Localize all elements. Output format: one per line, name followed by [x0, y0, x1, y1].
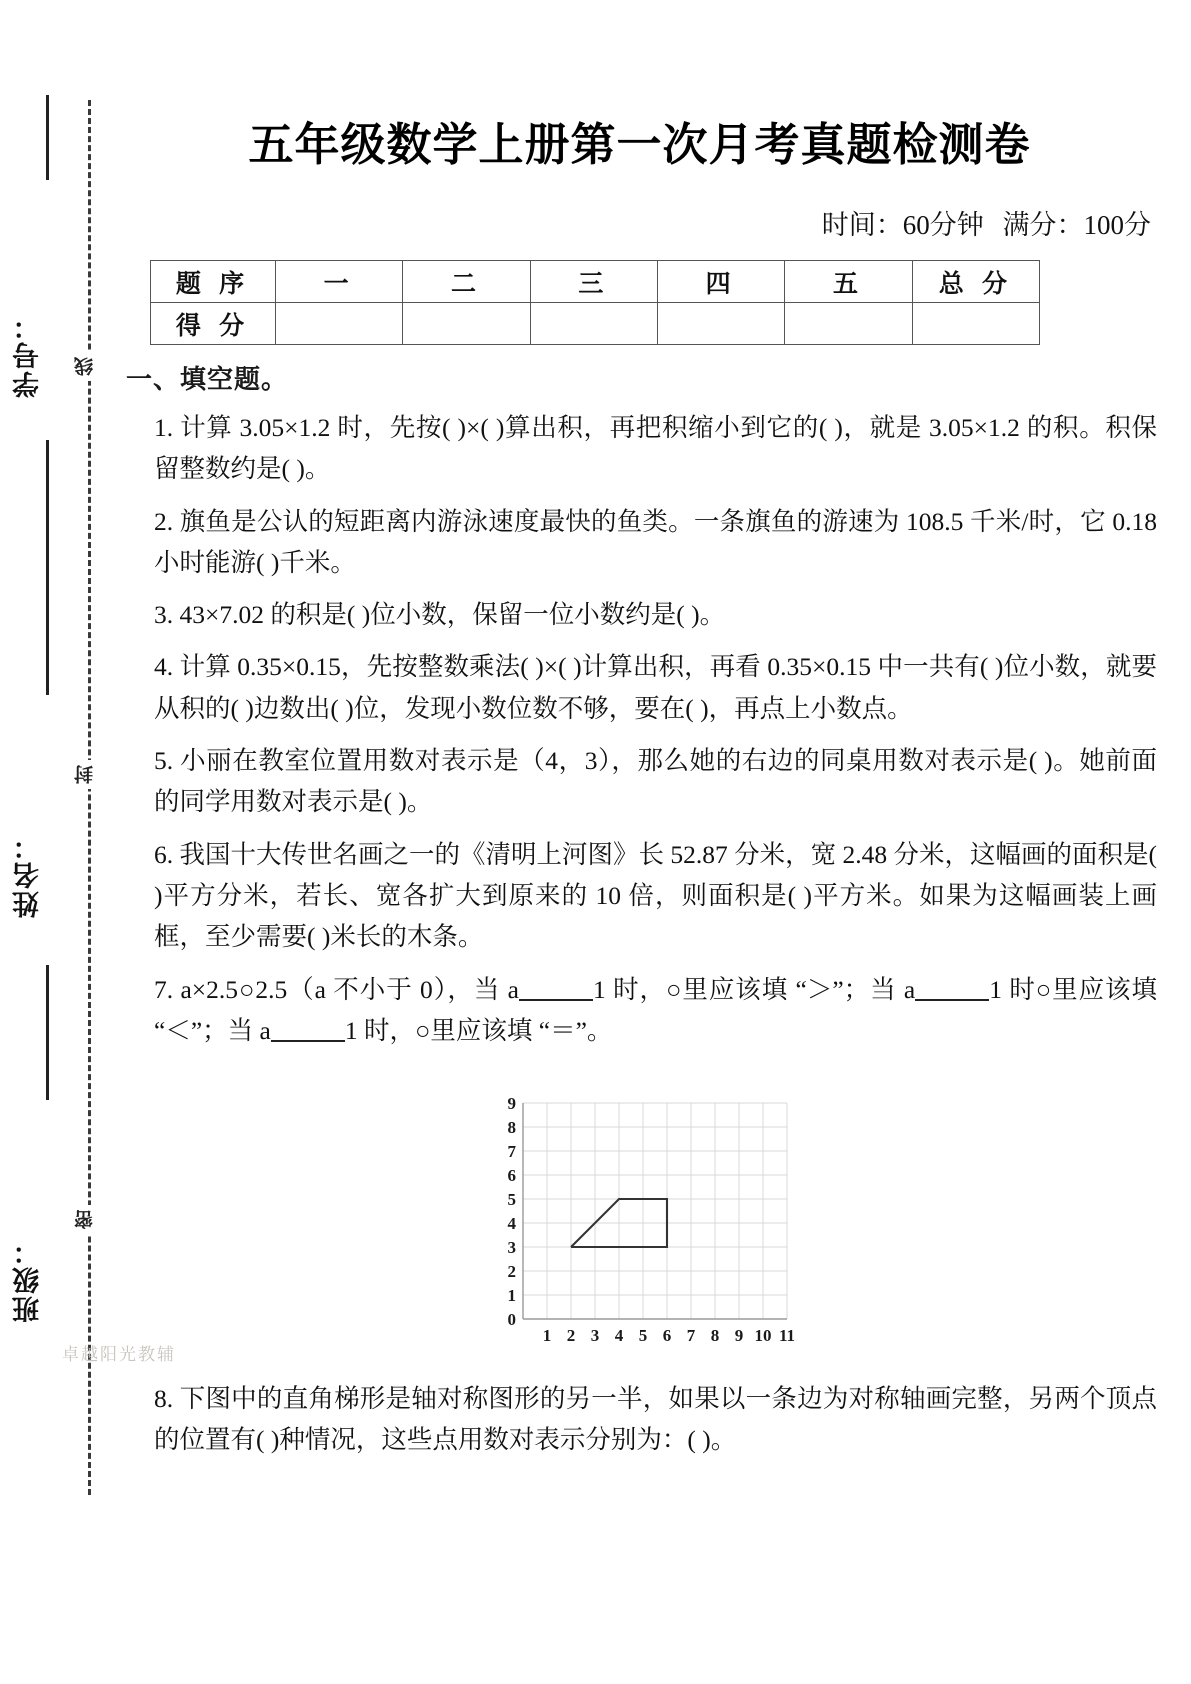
y-axis-tick-labels [507, 1094, 516, 1329]
score-table-col-2: 二 [403, 261, 530, 303]
publisher-watermark: 卓越阳光教辅 [62, 1345, 176, 1364]
y-tick-4: 4 [507, 1214, 516, 1234]
question-2-number: 2. [154, 506, 174, 536]
table-row [151, 261, 1040, 303]
score-table-col-3: 三 [530, 261, 657, 303]
seal-rule-bottom [46, 965, 49, 1100]
question-2 [118, 501, 1161, 584]
y-tick-0: 0 [507, 1310, 516, 1330]
question-5-number: 5. [154, 746, 174, 776]
question-7 [118, 969, 1161, 1052]
y-tick-6: 6 [507, 1166, 516, 1186]
score-cell-4[interactable] [657, 303, 784, 345]
x-tick-7: 7 [686, 1326, 695, 1346]
question-6-text: 我国十大传世名画之一的《清明上河图》长 52.87 分米，宽 2.48 分米，这幅画的面积是( )平方分米，若长、宽各扩大到原来的 10 倍，则面积是( )平方米。如果为这幅画装上画框，至少需要( )米长的木条。 [154, 839, 1157, 952]
exam-meta [118, 203, 1161, 242]
seal-rule-top [46, 95, 49, 180]
score-table-col-1: 一 [276, 261, 403, 303]
question-6 [118, 834, 1161, 958]
seal-dashed-line [88, 100, 91, 1495]
score-table-col-4: 四 [657, 261, 784, 303]
x-tick-8: 8 [710, 1326, 719, 1346]
x-tick-4: 4 [614, 1326, 623, 1346]
question-7-number: 7. [154, 974, 174, 1004]
section-heading-fill-in-blank: 一、填空题。 [126, 365, 289, 394]
coordinate-grid-svg [475, 1067, 805, 1367]
score-table-row-header-1: 得 分 [151, 303, 276, 345]
page-title: 五年级数学上册第一次月考真题检测卷 [248, 120, 1031, 170]
x-tick-6: 6 [662, 1326, 671, 1346]
question-8-number: 8. [154, 1384, 174, 1414]
y-tick-8: 8 [507, 1118, 516, 1138]
score-table-row-header-0: 题 序 [151, 261, 276, 303]
seal-margin [0, 0, 118, 1684]
seal-label-group [8, 105, 62, 1485]
question-5 [118, 740, 1161, 823]
x-tick-9: 9 [734, 1326, 743, 1346]
question-7-part-2: 1 时，○里应该填 “＞”；当 a [593, 974, 916, 1004]
score-cell-2[interactable] [403, 303, 530, 345]
question-7-blank-1[interactable] [519, 975, 593, 1001]
score-table-col-total: 总 分 [912, 261, 1039, 303]
question-4 [118, 646, 1161, 729]
question-3-number: 3. [154, 600, 174, 630]
grid-lines [523, 1103, 787, 1319]
seal-char-xian: 线 [72, 352, 106, 381]
seal-label-name: 姓名： [13, 831, 43, 919]
axis-lines [523, 1103, 787, 1319]
exam-page [118, 0, 1191, 1684]
question-8 [118, 1378, 1161, 1461]
score-table-col-5: 五 [785, 261, 912, 303]
y-tick-3: 3 [507, 1238, 516, 1258]
score-cell-5[interactable] [785, 303, 912, 345]
question-7-blank-2[interactable] [915, 975, 989, 1001]
question-8-text: 下图中的直角梯形是轴对称图形的另一半，如果以一条边为对称轴画完整，另两个顶点的位置有( )种情况，这些点用数对表示分别为：( )。 [154, 1384, 1157, 1455]
y-tick-2: 2 [507, 1262, 516, 1282]
seal-label-class: 班级： [13, 1236, 43, 1324]
question-1 [118, 407, 1161, 490]
question-4-number: 4. [154, 652, 174, 682]
question-1-number: 1. [154, 413, 174, 442]
y-tick-9: 9 [507, 1094, 516, 1114]
question-3-text: 43×7.02 的积是( )位小数，保留一位小数约是( )。 [179, 600, 726, 630]
seal-char-feng: 封 [72, 760, 106, 789]
seal-label-student-number: 学号： [13, 311, 43, 399]
seal-char-mi: 密 [72, 1205, 106, 1234]
score-cell-total[interactable] [912, 303, 1039, 345]
x-tick-1: 1 [542, 1326, 551, 1346]
x-tick-3: 3 [590, 1326, 599, 1346]
score-table [150, 260, 1040, 345]
question-7-part-4: 1 时，○里应该填 “＝”。 [344, 1015, 613, 1045]
x-axis-tick-labels [542, 1326, 794, 1345]
table-row [151, 303, 1040, 345]
score-cell-3[interactable] [530, 303, 657, 345]
question-5-text: 小丽在教室位置用数对表示是（4，3），那么她的右边的同桌用数对表示是( )。她前面的同学用数对表示是( )。 [154, 746, 1157, 817]
question-3 [118, 594, 1161, 635]
score-cell-1[interactable] [276, 303, 403, 345]
x-tick-11: 11 [778, 1326, 795, 1346]
question-1-text: 计算 3.05×1.2 时，先按( )×( )算出积，再把积缩小到它的( )，就是 3.05×1.2 的积。积保留整数约是( )。 [154, 413, 1157, 484]
coordinate-grid-figure-wrap [118, 1067, 1161, 1367]
question-7-part-1: a×2.5○2.5（a 不小于 0），当 a [180, 974, 519, 1004]
exam-full-score: 满分：100分 [1002, 210, 1151, 240]
x-tick-2: 2 [566, 1326, 575, 1346]
question-6-number: 6. [154, 839, 174, 869]
question-4-text: 计算 0.35×0.15，先按整数乘法( )×( )计算出积，再看 0.35×0.15 中一共有( )位小数，就要从积的( )边数出( )位，发现小数位数不够，要在( )，再点上小数点。 [154, 652, 1157, 723]
y-tick-7: 7 [507, 1142, 516, 1162]
question-7-part-3: 1 时○里应该填 “＜”；当 a [154, 974, 1158, 1045]
x-tick-10: 10 [754, 1326, 771, 1346]
coordinate-grid-figure [475, 1067, 805, 1367]
exam-duration: 时间：60分钟 [821, 210, 984, 240]
question-2-text: 旗鱼是公认的短距离内游泳速度最快的鱼类。一条旗鱼的游速为 108.5 千米/时，它 0.18 小时能游( )千米。 [154, 506, 1158, 577]
seal-rule-middle [46, 440, 49, 695]
y-tick-5: 5 [507, 1190, 516, 1210]
x-tick-5: 5 [638, 1326, 647, 1346]
question-7-blank-3[interactable] [271, 1016, 345, 1042]
y-tick-1: 1 [507, 1286, 516, 1306]
